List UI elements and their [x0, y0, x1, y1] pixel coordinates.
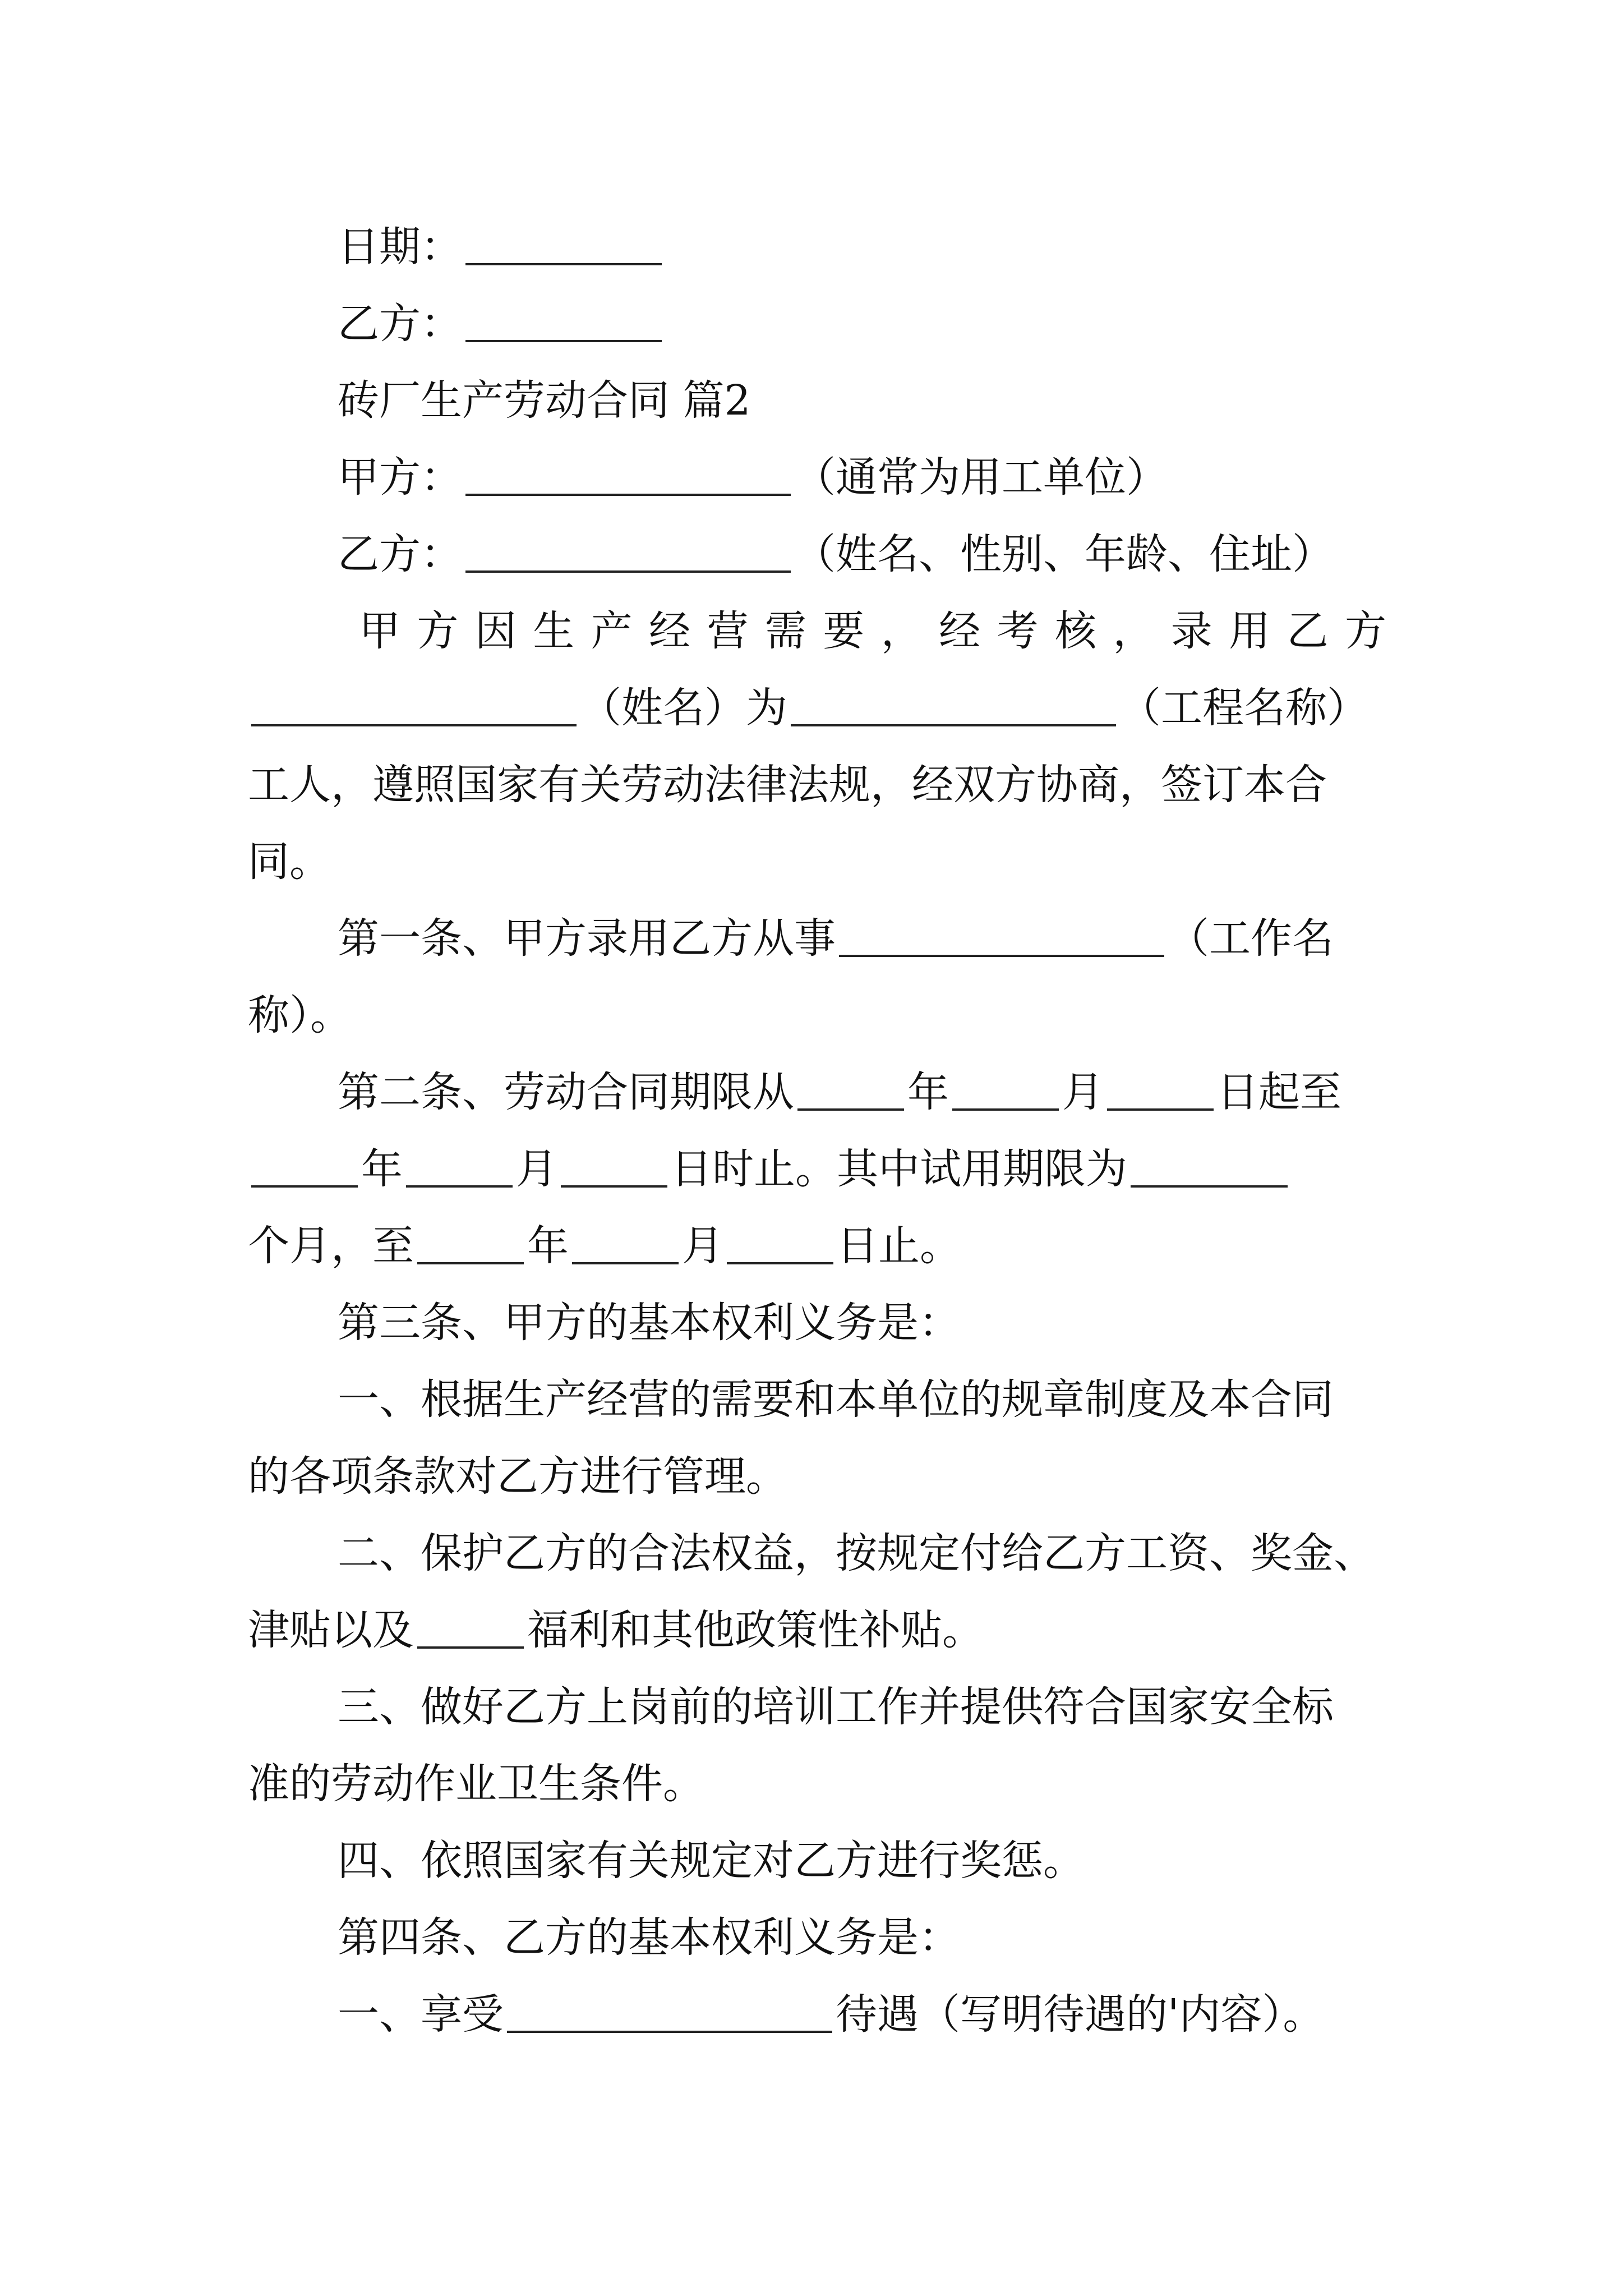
probation-end-text: 日止。 — [837, 1222, 961, 1270]
partyb-note: （姓名、性别、年龄、住址） — [794, 530, 1334, 578]
start-year-blank — [797, 1067, 904, 1111]
intro-line-4 — [248, 828, 1386, 895]
job-title-blank — [839, 913, 1164, 957]
intro-text-3: 工人，遵照国家有关劳动法律法规，经双方协商，签订本合 — [248, 761, 1327, 809]
article3-item1-text-b: 的各项条款对乙方进行管理。 — [248, 1452, 787, 1501]
article1-text-c: 称）。 — [248, 991, 352, 1039]
partya-line — [338, 444, 1386, 511]
article4-title: 第四条、乙方的基本权利义务是： — [338, 1913, 960, 1962]
probation-year-blank — [417, 1221, 524, 1264]
partya-label: 甲方： — [338, 453, 462, 501]
article4-title-line — [338, 1904, 1386, 1971]
partyb-blank — [465, 529, 791, 573]
project-name-blank — [791, 683, 1116, 726]
end-month-blank — [406, 1144, 513, 1188]
intro-text-4: 同。 — [248, 838, 331, 886]
article1-line-2 — [248, 982, 1386, 1049]
partyb-signature-blank — [465, 298, 662, 342]
section-heading — [338, 367, 1386, 434]
article1-line-1 — [338, 905, 1386, 972]
probation-day-blank — [727, 1221, 833, 1264]
intro-text-1: 甲方因生产经营需要，经考核，录用乙方 — [359, 607, 1386, 655]
start-month-blank — [952, 1067, 1059, 1111]
end-year-blank — [251, 1144, 358, 1188]
end-day-blank — [561, 1144, 667, 1188]
article3-item1-text-a: 一、根据生产经营的需要和本单位的规章制度及本合同 — [338, 1375, 1334, 1424]
probation-start-text: 个月，至 — [248, 1222, 414, 1270]
article3-item2-line-2 — [248, 1596, 1386, 1664]
intro-line-3 — [248, 751, 1386, 818]
intro-text-2b: （工程名称） — [1119, 684, 1368, 732]
partya-note: （通常为用工单位） — [794, 453, 1168, 501]
article4-item1-text-a: 一、享受 — [338, 1990, 504, 2039]
partyb-signature-line — [338, 290, 1386, 357]
article4-item1-text-b: 待遇（写明待遇的'内容）。 — [836, 1990, 1325, 2039]
date-label: 日期： — [338, 223, 462, 271]
article4-item1-line — [338, 1981, 1386, 2048]
article3-item1-line-2 — [248, 1443, 1386, 1510]
article3-item3-text-b: 准的劳动作业卫生条件。 — [248, 1760, 704, 1808]
article2-line-3 — [248, 1212, 1386, 1280]
start-day-blank — [1107, 1067, 1214, 1111]
start-day-label: 日起至 — [1217, 1068, 1341, 1116]
end-month-label: 月 — [516, 1145, 557, 1193]
article3-item2-text-a: 二、保护乙方的合法权益，按规定付给乙方工资、奖金、 — [338, 1529, 1375, 1577]
benefits-blank — [417, 1605, 524, 1649]
intro-text-2a: （姓名）为 — [580, 684, 787, 732]
partyb-label: 乙方： — [338, 530, 462, 578]
intro-line-2 — [248, 674, 1386, 742]
article3-item4-line — [338, 1827, 1386, 1894]
heading-text: 砖厂生产劳动合同 篇2 — [338, 376, 751, 425]
partya-blank — [465, 452, 791, 496]
article2-line-1 — [338, 1059, 1386, 1126]
probation-month-blank — [572, 1221, 679, 1264]
article3-item4-text: 四、依照国家有关规定对乙方进行奖惩。 — [338, 1837, 1085, 1885]
intro-line-1 — [359, 597, 1386, 665]
article3-item2-text-b-start: 津贴以及 — [248, 1606, 414, 1654]
article1-text-a: 第一条、甲方录用乙方从事 — [338, 914, 836, 963]
date-blank — [465, 222, 662, 265]
end-day-label: 日时止。其中试用期限为 — [671, 1145, 1127, 1193]
article3-item1-line-1 — [338, 1366, 1386, 1433]
article3-item3-line-2 — [248, 1750, 1386, 1818]
article3-title-line — [338, 1289, 1386, 1356]
partyb-signature-label: 乙方： — [338, 300, 462, 348]
article3-item2-text-b-end: 福利和其他政策性补贴。 — [527, 1606, 984, 1654]
article3-title: 第三条、甲方的基本权利义务是： — [338, 1299, 960, 1347]
treatment-blank — [507, 1989, 832, 2033]
date-line — [338, 213, 1386, 280]
article3-item2-line-1 — [338, 1520, 1386, 1587]
partyb-line — [338, 521, 1386, 588]
probation-year-label: 年 — [527, 1222, 569, 1270]
article3-item3-line-1 — [338, 1673, 1386, 1741]
start-year-label: 年 — [907, 1068, 949, 1116]
probation-month-label: 月 — [682, 1222, 723, 1270]
article2-line-2 — [248, 1135, 1386, 1203]
article3-item3-text-a: 三、做好乙方上岗前的培训工作并提供符合国家安全标 — [338, 1683, 1334, 1731]
employee-name-blank — [251, 683, 577, 726]
article1-text-b: （工作名 — [1168, 914, 1334, 963]
start-month-label: 月 — [1062, 1068, 1104, 1116]
probation-months-blank — [1131, 1144, 1288, 1188]
article2-text-a: 第二条、劳动合同期限从 — [338, 1068, 794, 1116]
end-year-label: 年 — [361, 1145, 403, 1193]
